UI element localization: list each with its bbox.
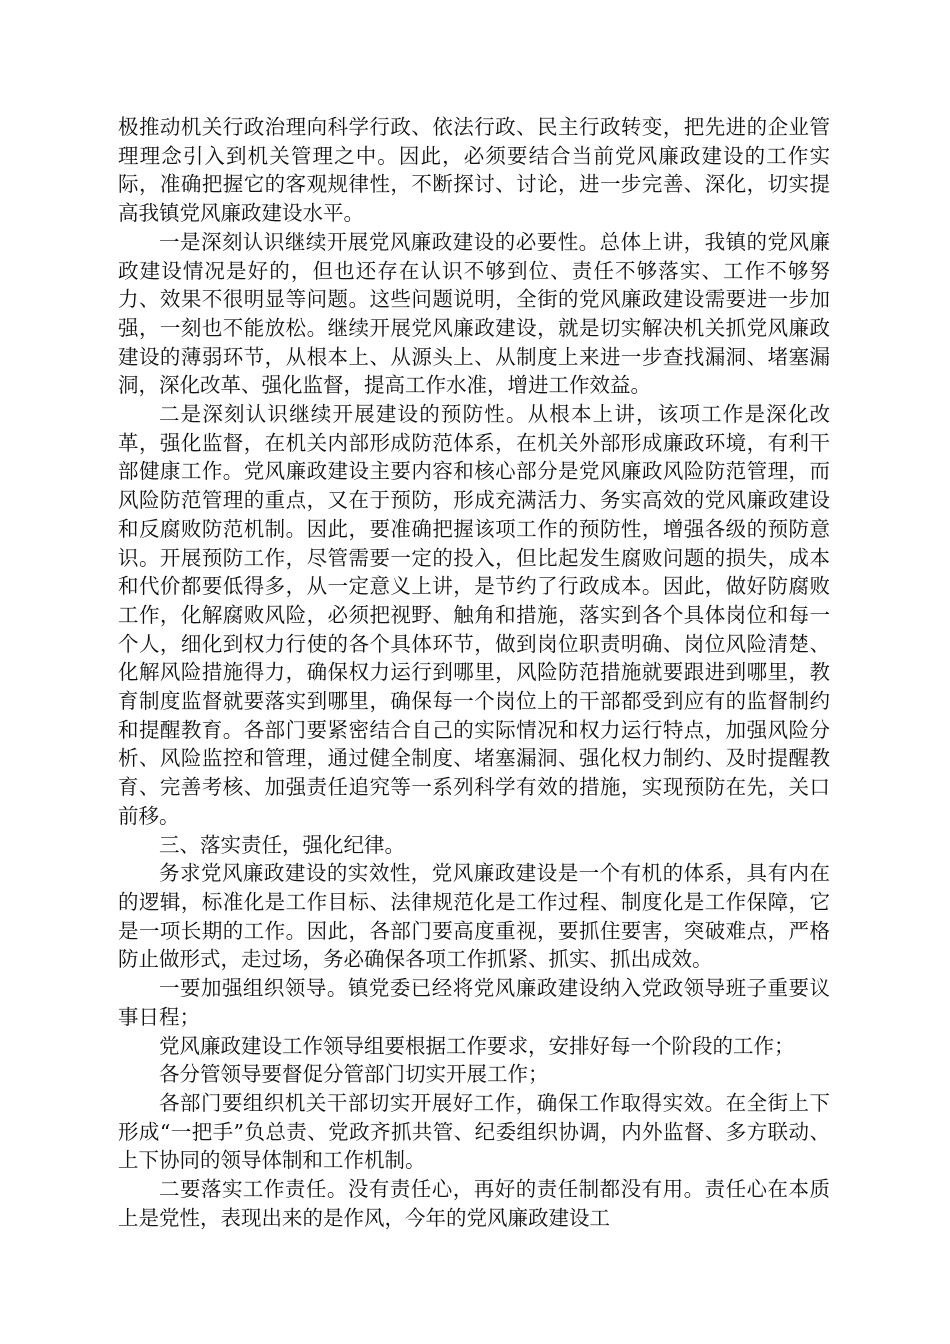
paragraph-working-group: 党风廉政建设工作领导组要根据工作要求，安排好每一个阶段的工作；: [159, 1033, 795, 1058]
paragraph-necessity: 一是深刻认识继续开展党风廉政建设的必要性。总体上讲，我镇的党风廉政建设情况是好的，但也还存在认识不够到位、责任不够落实、工作不够努力、效果不很明显等问题。这些问题说明，全街的党风廉政建设需要进一步加强，一刻也不能放松。继续开展党风廉政建设，就是切实解决机关抓党风廉政建设的薄弱环节，从根本上、从源头上、从制度上来进一步查找漏洞、堵塞漏洞，深化改革、强化监督，提高工作水准，增进工作效益。: [118, 229, 830, 398]
paragraph-prevention: 二是深刻认识继续开展建设的预防性。从根本上讲，该项工作是深化改革，强化监督，在机关内部形成防范体系，在机关外部形成廉政环境，有利干部健康工作。党风廉政建设主要内容和核心部分是党风廉政风险防范管理，而风险防范管理的重点，又在于预防，形成充满活力、务实高效的党风廉政建设和反腐败防范机制。因此，要准确把握该项工作的预防性，增强各级的预防意识。开展预防工作，尽管需要一定的投入，但比起发生腐败问题的损失，成本和代价都要低得多，从一定意义上讲，是节约了行政成本。因此，做好防腐败工作，化解腐败风险，必须把视野、触角和措施，落实到各个具体岗位和每一个人，细化到权力行使的各个具体环节，做到岗位职责明确、岗位风险清楚、化解风险措施得力，确保权力运行到哪里，风险防范措施就要跟进到哪里，教育制度监督就要落实到哪里，确保每一个岗位上的干部都受到应有的监督制约和提醒教育。各部门要紧密结合自己的实际情况和权力运行特点，加强风险分析、风险监控和管理，通过健全制度、堵塞漏洞、强化权力制约、及时提醒教育、完善考核、加强责任追究等一系列科学有效的措施，实现预防在先，关口前移。: [118, 402, 830, 828]
paragraph-departments: 各部门要组织机关干部切实开展好工作，确保工作取得实效。在全街上下形成“一把手”负总责、党政齐抓共管、纪委组织协调，内外监督、多方联动、上下协同的领导体制和工作机制。: [118, 1090, 830, 1173]
paragraph-responsibility: 二要落实工作责任。没有责任心，再好的责任制都没有用。责任心在本质上是党性，表现出来的是作风，今年的党风廉政建设工: [118, 1177, 830, 1230]
section-heading-three: 三、落实责任，强化纪律。: [159, 832, 405, 857]
paragraph-continuation: 极推动机关行政治理向科学行政、依法行政、民主行政转变，把先进的企业管理理念引入到机关管理之中。因此，必须要结合当前党风廉政建设的工作实际，准确把握它的客观规律性，不断探讨、讨论，进一步完善、深化，切实提高我镇党风廉政建设水平。: [118, 115, 830, 226]
paragraph-supervisors: 各分管领导要督促分管部门切实开展工作；: [159, 1062, 549, 1087]
paragraph-leadership: 一要加强组织领导。镇党委已经将党风廉政建设纳入党政领导班子重要议事日程；: [118, 976, 830, 1029]
paragraph-effectiveness: 务求党风廉政建设的实效性，党风廉政建设是一个有机的体系，具有内在的逻辑，标准化是工作目标、法律规范化是工作过程、制度化是工作保障，它是一项长期的工作。因此，各部门要高度重视，要抓住要害，突破难点，严格防止做形式，走过场，务必确保各项工作抓紧、抓实、抓出成效。: [118, 861, 830, 972]
document-body: [118, 113, 830, 1232]
